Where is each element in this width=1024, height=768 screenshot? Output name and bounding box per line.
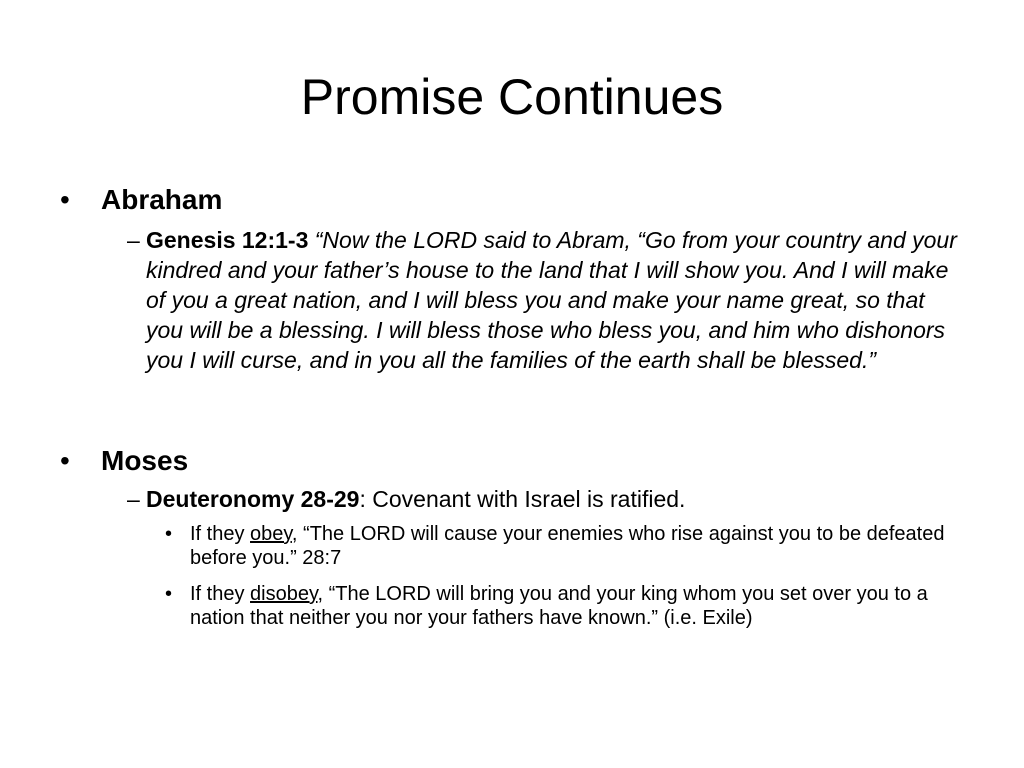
dash-icon: – (127, 227, 140, 253)
dash-icon: – (127, 486, 140, 512)
obey-consequence: , “The LORD will cause your enemies who rise against you to be defeated before you.” 28:7 (190, 523, 945, 569)
genesis-reference: Genesis 12:1-3 (146, 227, 309, 253)
point-obey (165, 522, 965, 570)
bullet-icon: • (165, 583, 173, 605)
moses-heading: Moses (101, 445, 189, 476)
genesis-quote: “Now the LORD said to Abram, “Go from your country and your kindred and your father’s house to the land that I will show you. And I will make of you a great nation, and I will bless you and make your name great, so that you will be a blessing. I will bless those who bless you, and him who dishonors you I will curse, and in you all the families of the earth shall be blessed.” (146, 227, 957, 373)
sub-bullet-genesis (127, 225, 967, 375)
deuteronomy-body (146, 484, 967, 514)
point-disobey (165, 582, 965, 630)
deuteronomy-reference: Deuteronomy 28-29 (146, 486, 360, 512)
sub-bullet-deuteronomy (127, 484, 967, 514)
abraham-heading: Abraham (101, 184, 223, 215)
slide-title: Promise Continues (300, 69, 724, 125)
disobey-consequence: , “The LORD will bring you and your king whom you set over you to a nation that neither you nor your fathers have known.” (i.e. Exile) (190, 583, 928, 629)
disobey-keyword: disobey (250, 583, 318, 605)
obey-prefix: If they (190, 523, 251, 545)
obey-text (190, 522, 965, 570)
genesis-body (146, 225, 967, 375)
bullet-icon: • (165, 523, 173, 545)
disobey-text (190, 582, 965, 630)
disobey-prefix: If they (190, 583, 251, 605)
bullet-icon: • (60, 445, 70, 476)
deuteronomy-description: : Covenant with Israel is ratified. (359, 486, 686, 512)
obey-keyword: obey (250, 523, 292, 545)
bullet-icon: • (60, 184, 70, 215)
